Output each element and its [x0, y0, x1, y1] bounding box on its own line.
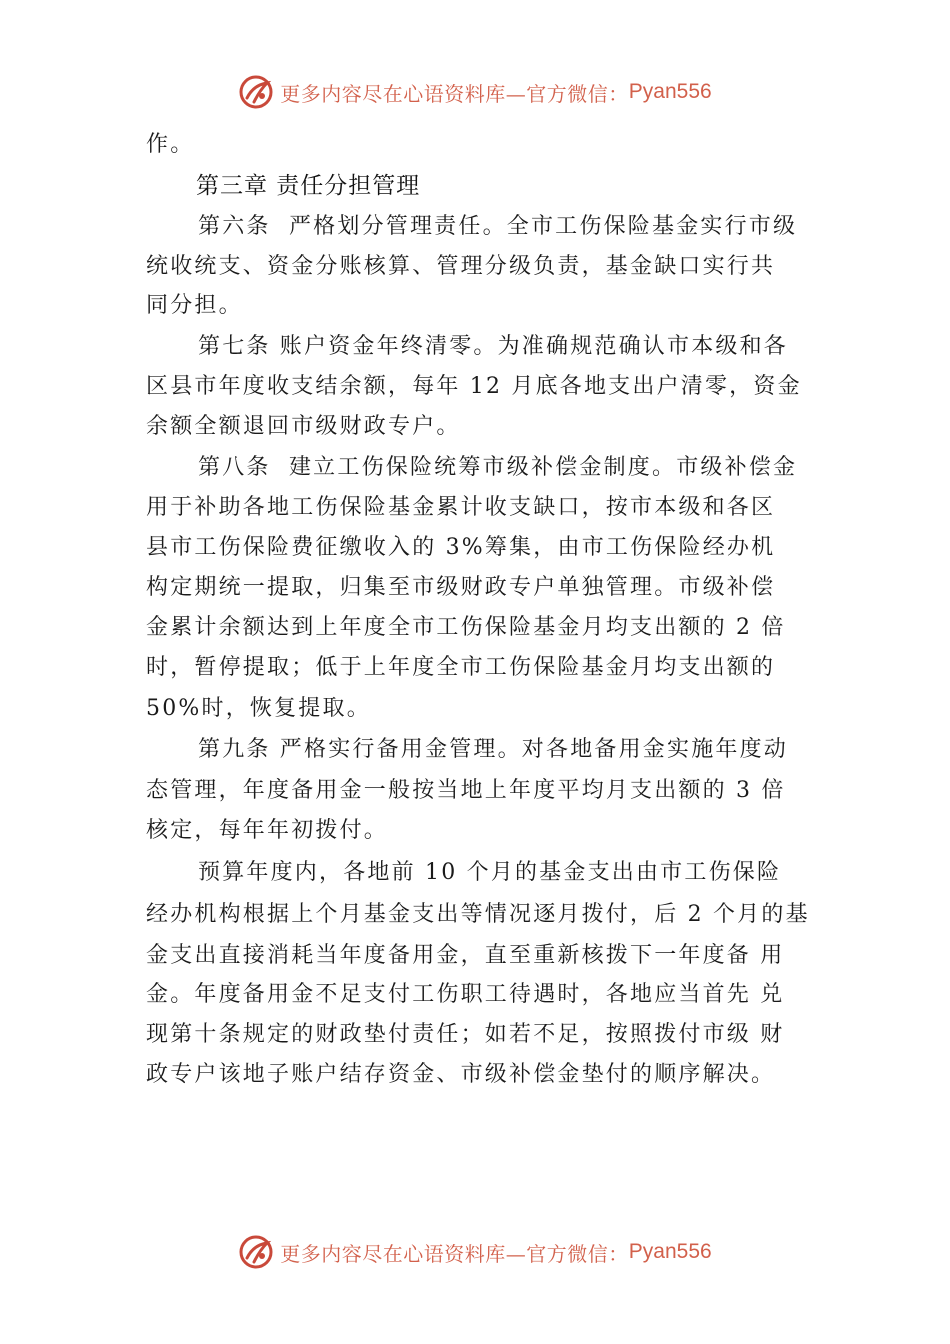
logo-icon [238, 74, 274, 110]
text-line: 同分担。 [146, 293, 243, 318]
text-line: 构定期统一提取，归集至市级财政专户单独管理。市级补偿 [146, 575, 776, 600]
text-line: 区县市年度收支结余额，每年 12 月底各地支出户清零，资金 [146, 374, 802, 399]
text-line: 50%时，恢复提取。 [146, 696, 371, 721]
text-line: 作。 [146, 132, 195, 157]
text-line: 态管理，年度备用金一般按当地上年度平均月支出额的 3 倍 [146, 778, 786, 803]
text-line: 县市工伤保险费征缴收入的 3%筹集，由市工伤保险经办机 [146, 535, 776, 560]
text-line: 政专户该地子账户结存资金、市级补偿金垫付的顺序解决。 [146, 1062, 776, 1087]
text-line: 金。年度备用金不足支付工伤职工待遇时，各地应当首先 兑 [146, 982, 785, 1007]
text-line: 第八条 建立工伤保险统筹市级补偿金制度。市级补偿金 [198, 455, 798, 480]
text-line: 现第十条规定的财政垫付责任；如若不足，按照拨付市级 财 [146, 1022, 785, 1047]
text-line: 核定，每年年初拨付。 [146, 818, 389, 843]
text-line: 第七条 账户资金年终清零。为准确规范确认市本级和各 [198, 334, 788, 359]
text-line: 第六条 严格划分管理责任。全市工伤保险基金实行市级 [198, 214, 798, 239]
text-line: 余额全额退回市级财政专户。 [146, 414, 461, 439]
text-line: 预算年度内，各地前 10 个月的基金支出由市工伤保险 [198, 860, 782, 885]
text-line: 第九条 严格实行备用金管理。对各地备用金实施年度动 [198, 737, 788, 762]
text-line: 金支出直接消耗当年度备用金，直至重新核拨下一年度备 用 [146, 943, 785, 968]
text-line: 经办机构根据上个月基金支出等情况逐月拨付，后 2 个月的基 [146, 902, 810, 927]
logo-icon [238, 1234, 274, 1270]
text-line: 时，暂停提取；低于上年度全市工伤保险基金月均支出额的 [146, 655, 776, 680]
text-line: 用于补助各地工伤保险基金累计收支缺口，按市本级和各区 [146, 495, 776, 520]
banner-wechat-id: Pyan556 [628, 1240, 712, 1263]
chapter-heading: 第三章 责任分担管理 [196, 173, 421, 199]
banner-wechat-id: Pyan556 [628, 80, 712, 103]
watermark-banner-top [0, 72, 950, 112]
text-line: 金累计余额达到上年度全市工伤保险基金月均支出额的 2 倍 [146, 615, 786, 640]
text-line: 统收统支、资金分账核算、管理分级负责，基金缺口实行共 [146, 254, 776, 279]
banner-text: 更多内容尽在心语资料库—官方微信： [280, 81, 629, 106]
banner-text: 更多内容尽在心语资料库—官方微信： [280, 1241, 629, 1266]
watermark-banner-bottom [0, 1232, 950, 1272]
